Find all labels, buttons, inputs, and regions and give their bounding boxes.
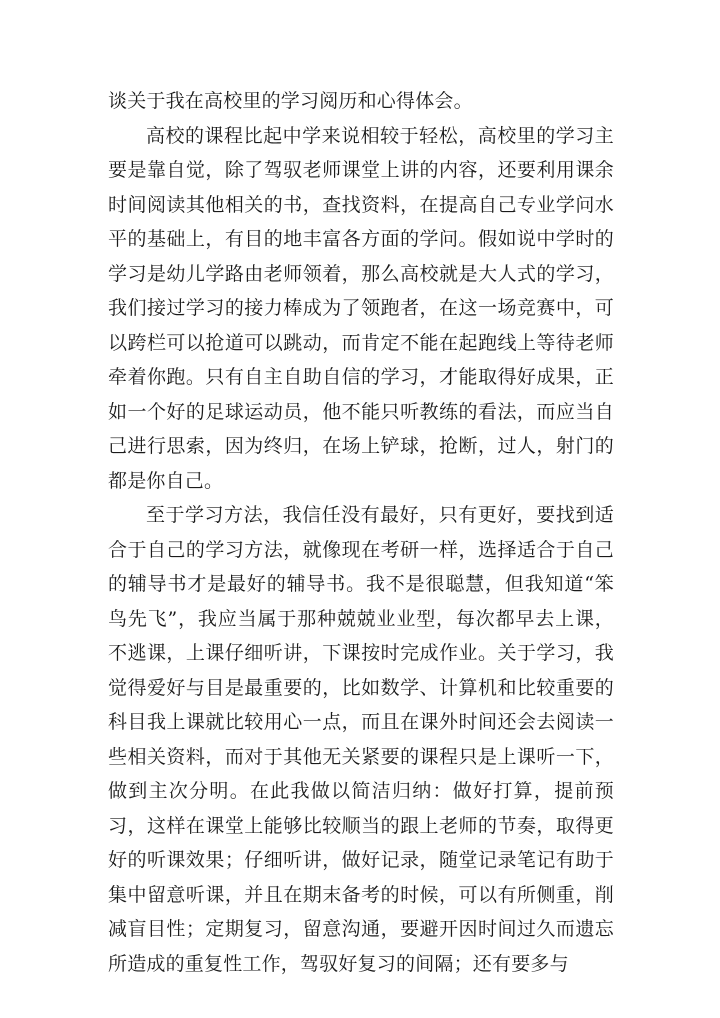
- paragraph-intro-line: 谈关于我在高校里的学习阅历和心得体会。: [108, 90, 473, 112]
- paragraph-study-method: 至于学习方法，我信任没有最好，只有更好，要找到适合于自己的学习方法，就像现在考研一样，选择适合于自己的辅导书才是最好的辅导书。我不是很聪慧，但我知道“笨鸟先飞”，我应当属于那种兢兢业业型，每次都早去上课，不逃课，上课仔细听讲，下课按时完成作业。关于学习，我觉得爱好与目是最重要的，比如数学、计算机和比较重要的科目我上课就比较用心一点，而且在课外时间还会去阅读一些相关资料，而对于其他无关紧要的课程只是上课听一下，做到主次分明。在此我做以简洁归纳：做好打算，提前预习，这样在课堂上能够比较顺当的跟上老师的节奏，取得更好的听课效果；仔细听讲，做好记录，随堂记录笔记有助于集中留意听课，并且在期末备考的时候，可以有所侧重，削减盲目性；定期复习，留意沟通，要避开因时间过久而遗忘所造成的重复性工作，驾驭好复习的间隔；还有要多与: [108, 504, 614, 975]
- paragraph-course-study: 高校的课程比起中学来说相较于轻松，高校里的学习主要是靠自觉，除了驾驭老师课堂上讲的内容，还要利用课余时间阅读其他相关的书，查找资料，在提高自己专业学问水平的基础上，有目的地丰富各方面的学问。假如说中学时的学习是幼儿学路由老师领着，那么高校就是大人式的学习，我们接过学习的接力棒成为了领跑者，在这一场竞赛中，可以跨栏可以抢道可以跳动，而肯定不能在起跑线上等待老师牵着你跑。只有自主自助自信的学习，才能取得好成果，正如一个好的足球运动员，他不能只听教练的看法，而应当自己进行思索，因为终归，在场上铲球，抢断，过人，射门的都是你自己。: [108, 124, 614, 492]
- document-body: [108, 84, 614, 981]
